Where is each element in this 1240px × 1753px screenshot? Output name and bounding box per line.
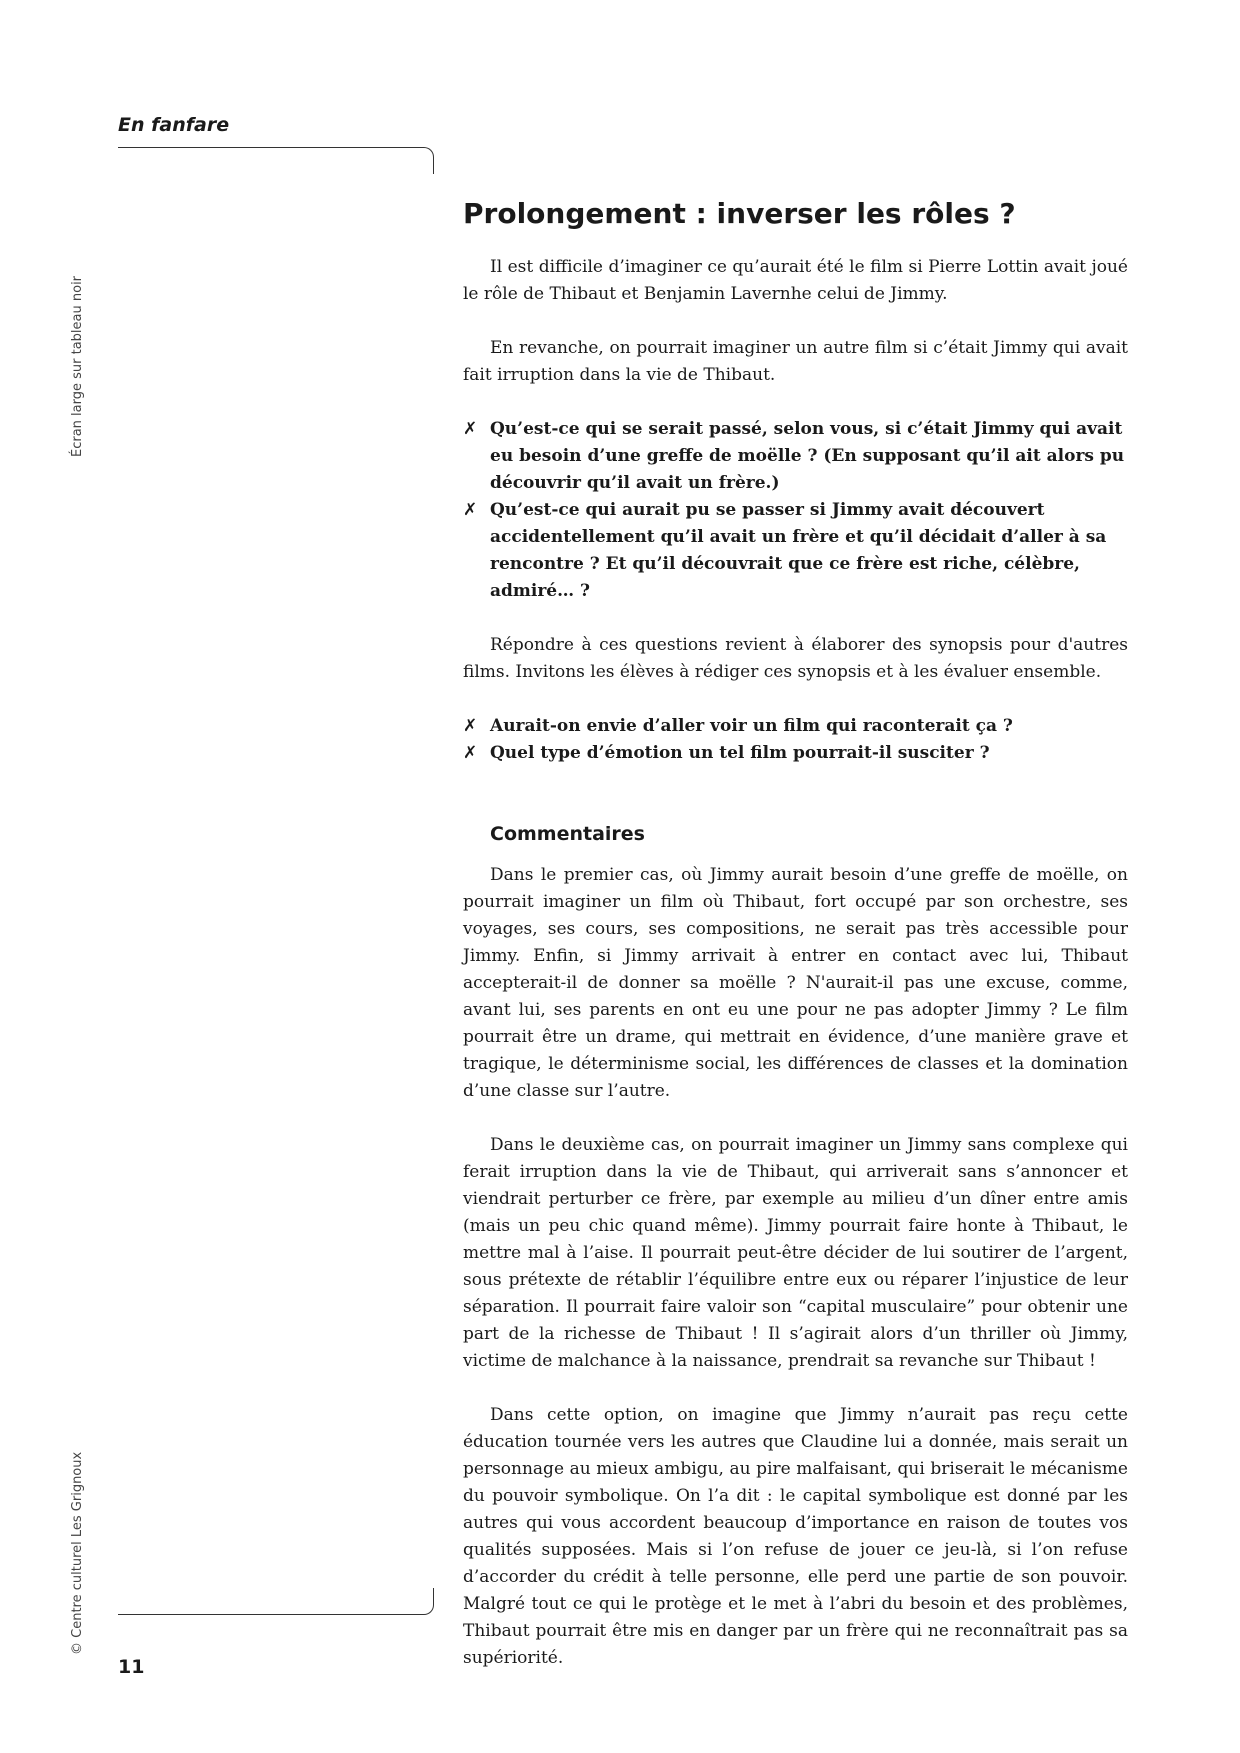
cross-bullet-icon: ✗ xyxy=(463,419,478,439)
frame-bottom-corner xyxy=(118,1588,434,1615)
question-list-2 xyxy=(463,713,1128,767)
cross-bullet-icon: ✗ xyxy=(463,500,478,520)
comment-paragraph: Dans le deuxième cas, on pourrait imaginer un Jimmy sans complexe qui ferait irruption dans la vie de Thibaut, qui arriverait sans s’annoncer et viendrait perturber ce frère, par exemple au milieu d’un dîner entre amis (mais un peu chic quand même). Jimmy pourrait faire honte à Thibaut, le mettre mal à l’aise. Il pourrait peut-être décider de lui soutirer de l’argent, sous prétexte de rétablir l’équilibre entre eux ou réparer l’injustice de leur séparation. Il pourrait faire valoir son “capital musculaire” pour obtenir une part de la richesse de Thibaut ! Il s’agirait alors d’un thriller où Jimmy, victime de malchance à la naissance, prendrait sa revanche sur Thibaut ! xyxy=(463,1135,1128,1371)
page-title: Prolongement : inverser les rôles ? xyxy=(463,197,1016,230)
side-caption-top: Écran large sur tableau noir xyxy=(70,275,85,457)
question-text: Aurait-on envie d’aller voir un film qui raconterait ça ? xyxy=(490,716,1013,736)
frame-top-corner xyxy=(118,147,434,174)
question-text: Quel type d’émotion un tel film pourrait-il susciter ? xyxy=(490,743,990,763)
middle-paragraph: Répondre à ces questions revient à élaborer des synopsis pour d'autres films. Invitons les élèves à rédiger ces synopsis et à les évaluer ensemble. xyxy=(463,635,1128,682)
section-heading: Commentaires xyxy=(490,823,645,845)
question-item xyxy=(463,740,1128,767)
intro-paragraph: Il est difficile d’imaginer ce qu’aurait été le film si Pierre Lottin avait joué le rôle de Thibaut et Benjamin Lavernhe celui de Jimmy. xyxy=(463,257,1128,304)
intro-paragraph: En revanche, on pourrait imaginer un autre film si c’était Jimmy qui avait fait irruption dans la vie de Thibaut. xyxy=(463,338,1128,385)
running-head: En fanfare xyxy=(118,114,230,136)
comment-paragraph: Dans cette option, on imagine que Jimmy n’aurait pas reçu cette éducation tournée vers les autres que Claudine lui a donnée, mais serait un personnage au mieux ambigu, au pire malfaisant, qui briserait le mécanisme du pouvoir symbolique. On l’a dit : le capital symbolique est donné par les autres qui vous accordent beaucoup d’importance en raison de toutes vos qualités supposées. Mais si l’on refuse de jouer ce jeu-là, si l’on refuse d’accorder du crédit à telle personne, elle perd une partie de son pouvoir. Malgré tout ce qui le protège et le met à l’abri du besoin et des problèmes, Thibaut pourrait être mis en danger par un frère qui ne reconnaîtrait pas sa supériorité. xyxy=(463,1405,1128,1668)
comment-paragraph: Dans le premier cas, où Jimmy aurait besoin d’une greffe de moëlle, on pourrait imaginer un film où Thibaut, fort occupé par son orchestre, ses voyages, ses cours, ses compositions, ne serait pas très accessible pour Jimmy. Enfin, si Jimmy arrivait à entrer en contact avec lui, Thibaut accepterait-il de donner sa moëlle ? N'aurait-il pas une excuse, comme, avant lui, ses parents en ont eu une pour ne pas adopter Jimmy ? Le film pourrait être un drame, qui mettrait en évidence, d’une manière grave et tragique, le déterminisme social, les différences de classes et la domination d’une classe sur l’autre. xyxy=(463,865,1128,1101)
cross-bullet-icon: ✗ xyxy=(463,716,478,736)
question-list-1 xyxy=(463,416,1128,605)
question-item xyxy=(463,713,1128,740)
main-content xyxy=(463,196,1128,1699)
question-item xyxy=(463,416,1128,497)
question-item xyxy=(463,497,1128,605)
question-text: Qu’est-ce qui aurait pu se passer si Jimmy avait découvert accidentellement qu’il avait un frère et qu’il décidait d’aller à sa rencontre ? Et qu’il découvrait que ce frère est riche, célèbre, admiré… ? xyxy=(490,500,1107,601)
question-text: Qu’est-ce qui se serait passé, selon vous, si c’était Jimmy qui avait eu besoin d’une greffe de moëlle ? (En supposant qu’il ait alors pu découvrir qu’il avait un frère.) xyxy=(490,419,1125,493)
page-number: 11 xyxy=(118,1656,145,1678)
cross-bullet-icon: ✗ xyxy=(463,743,478,763)
side-caption-bottom: © Centre culturel Les Grignoux xyxy=(70,1451,85,1655)
